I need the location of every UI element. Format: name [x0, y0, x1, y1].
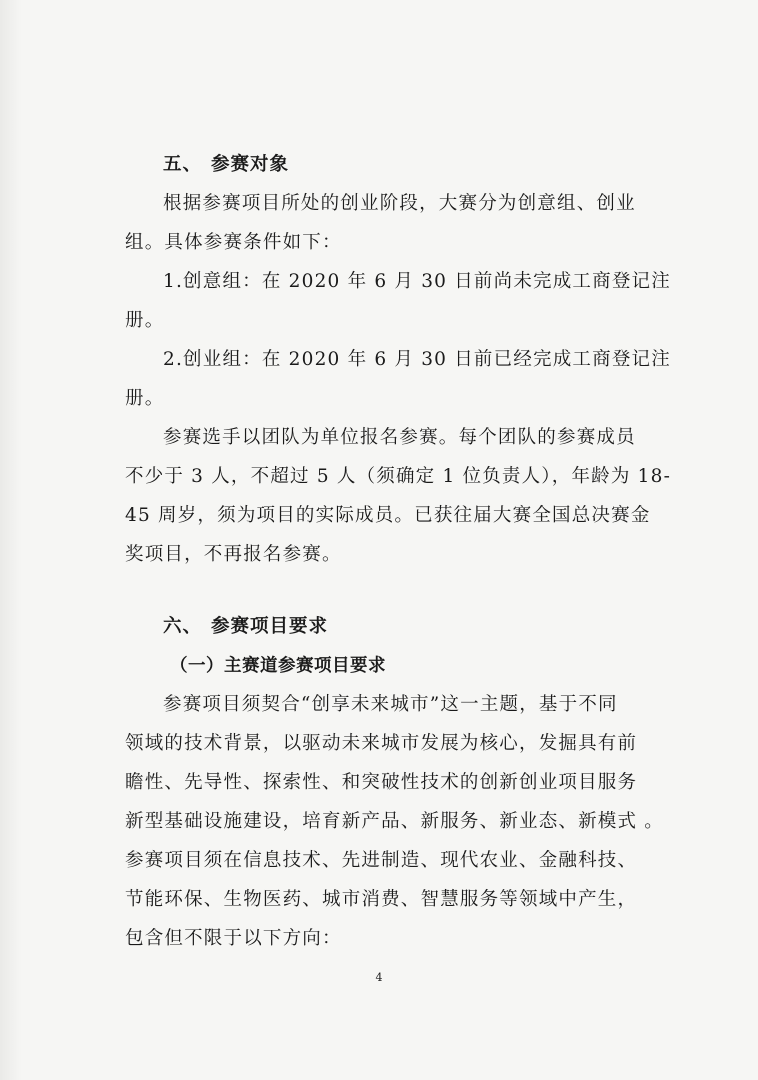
paragraph-line: 领域的技术背景，以驱动未来城市发展为核心，发掘具有前: [125, 733, 638, 754]
paragraph-line: 不少于 3 人，不超过 5 人（须确定 1 位负责人），年龄为 18-: [125, 466, 672, 487]
page-number: 4: [375, 971, 383, 984]
paragraph-line: 45 周岁，须为项目的实际成员。已获往届大赛全国总决赛金: [125, 505, 651, 526]
paragraph-line: 册。: [125, 388, 165, 409]
paragraph-line: 根据参赛项目所处的创业阶段，大赛分为创意组、创业: [163, 193, 636, 214]
paragraph-line: 2.创业组：在 2020 年 6 月 30 日前已经完成工商登记注: [163, 349, 671, 370]
paragraph-line: 节能环保、生物医药、城市消费、智慧服务等领域中产生，: [125, 889, 638, 910]
paragraph-line: 奖项目，不再报名参赛。: [125, 544, 342, 565]
section-6-heading: [163, 614, 675, 640]
section-5-number: 五、: [163, 154, 203, 175]
paragraph-line: 参赛选手以团队为单位报名参赛。每个团队的参赛成员: [163, 427, 636, 448]
section-6-title: 参赛项目要求: [211, 616, 329, 637]
paragraph-line: 瞻性、先导性、探索性、和突破性技术的创新创业项目服务: [125, 772, 638, 793]
section-5-title: 参赛对象: [211, 154, 290, 175]
paragraph-line: 册。: [125, 310, 165, 331]
scan-shadow: [0, 0, 22, 1080]
section-6-number: 六、: [163, 616, 203, 637]
paragraph-line: 新型基础设施建设，培育新产品、新服务、新业态、新模式 。: [125, 811, 664, 832]
paragraph-line: 1.创意组：在 2020 年 6 月 30 日前尚未完成工商登记注: [163, 271, 671, 292]
subsection-heading: （一）主赛道参赛项目要求: [170, 656, 386, 676]
paragraph-line: 参赛项目须在信息技术、先进制造、现代农业、金融科技、: [125, 850, 638, 871]
section-5-heading: [163, 152, 675, 178]
paragraph-line: 组。具体参赛条件如下：: [125, 232, 342, 253]
paragraph-line: 参赛项目须契合“创享未来城市”这一主题，基于不同: [163, 694, 618, 715]
paragraph-line: 包含但不限于以下方向：: [125, 928, 342, 949]
